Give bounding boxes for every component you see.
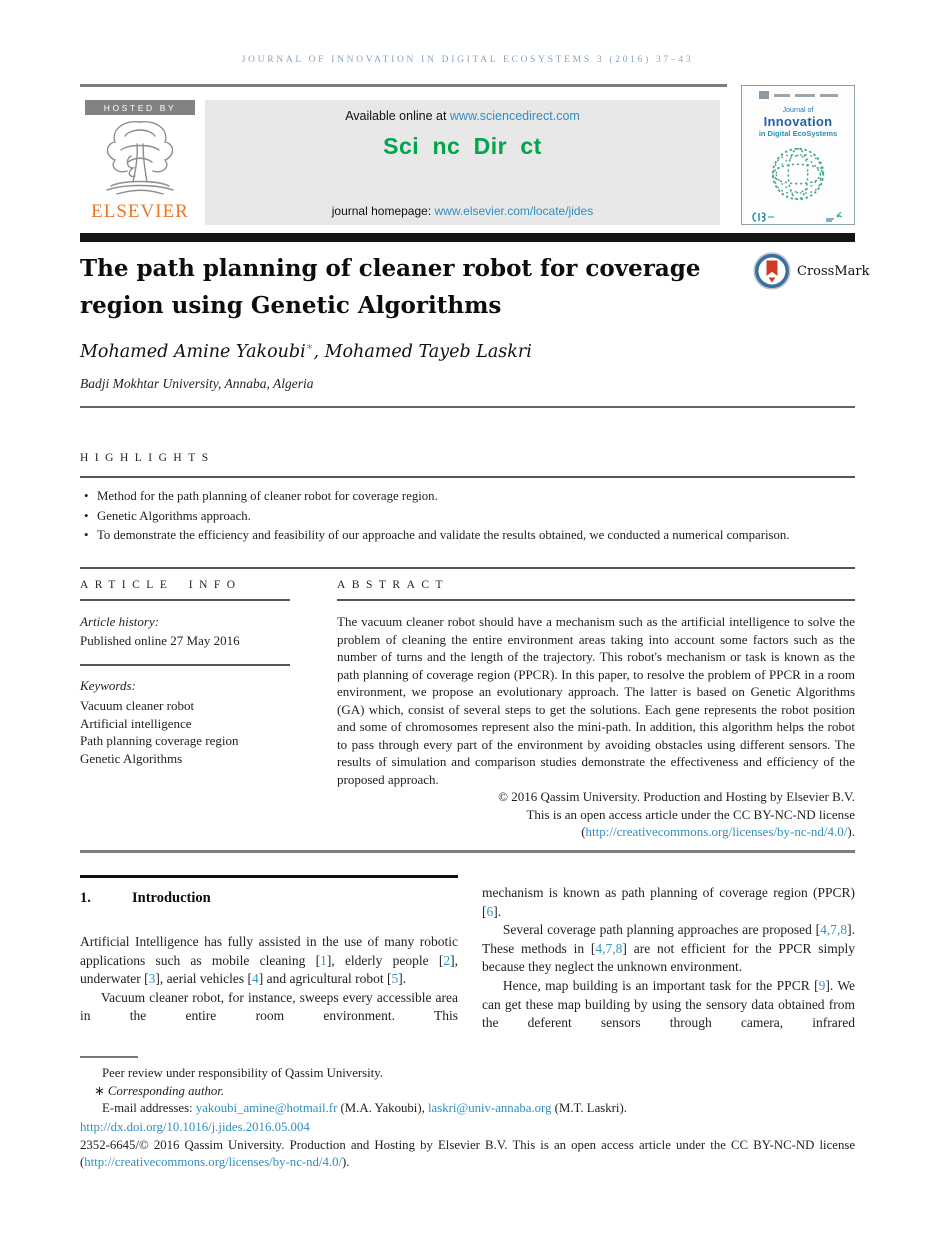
available-online-line xyxy=(205,109,720,123)
cover-left-logo xyxy=(750,211,776,223)
journal-cover-thumbnail[interactable] xyxy=(741,85,855,225)
section-heading xyxy=(80,890,458,907)
body-column-right xyxy=(482,884,855,1033)
copyright-license-line xyxy=(337,823,855,841)
inline-link[interactable]: http://creativecommons.org/licenses/by-nc-nd/4.0/ xyxy=(585,824,848,839)
keyword: Vacuum cleaner robot xyxy=(80,698,195,713)
elsevier-tree-icon xyxy=(95,116,185,205)
corresponding-author-note xyxy=(80,1083,855,1101)
text-segment: (M.A. Yakoubi), xyxy=(337,1101,428,1115)
text-segment: Dir xyxy=(473,133,508,159)
citation-link[interactable]: 6 xyxy=(486,903,494,919)
text-segment: ]. xyxy=(398,971,407,987)
keyword: Path planning coverage region xyxy=(80,733,239,748)
article-info-rule xyxy=(80,664,290,666)
inline-link[interactable]: http://creativecommons.org/licenses/by-nc-nd/4.0/ xyxy=(84,1155,343,1169)
text-segment: ). xyxy=(847,824,855,839)
article-info-section xyxy=(80,579,290,767)
text-segment: 2352-6645/© 2016 Qassim University. Production and Hosting by Elsevier B.V. This is an open access article under the CC BY-NC-ND license ( xyxy=(80,1137,855,1169)
text-segment: ∗ xyxy=(94,1083,108,1098)
text-segment: Artificial Intelligence has fully assisted in the use of many robotic applications such as mobile cleaning [ xyxy=(80,934,458,968)
body-paragraph xyxy=(482,977,855,1033)
highlights-rule-top xyxy=(80,476,855,478)
available-online-text: Available online at xyxy=(345,109,450,123)
homepage-link[interactable]: www.elsevier.com/locate/jides xyxy=(434,204,594,218)
body-paragraph xyxy=(80,933,458,989)
body-column-left xyxy=(80,875,458,1026)
highlights-list xyxy=(80,487,855,546)
crossmark-label: CrossMark xyxy=(797,263,870,279)
crossmark-badge[interactable] xyxy=(753,252,869,290)
text-segment: ], aerial vehicles [ xyxy=(155,971,253,987)
keywords-label: Keywords: xyxy=(80,678,136,693)
affiliation: Badji Mokhtar University, Annaba, Algeria xyxy=(80,376,314,391)
cover-globe-icon xyxy=(764,142,832,211)
abstract-copyright xyxy=(337,788,855,841)
crossmark-icon xyxy=(753,252,791,290)
doi-link[interactable]: http://dx.doi.org/10.1016/j.jides.2016.05.004 xyxy=(80,1120,310,1134)
citation-link[interactable]: 2 xyxy=(443,952,451,968)
copyright-line: This is an open access article under the CC BY-NC-ND license xyxy=(526,806,855,822)
highlights-rule-bottom xyxy=(80,567,855,569)
sciencedirect-link[interactable]: www.sciencedirect.com xyxy=(449,109,580,123)
text-segment: mechanism is known as path planning of coverage region (PPCR) [ xyxy=(482,885,855,919)
cover-title-line1: Journal of xyxy=(782,107,814,114)
text-segment: E-mail addresses: xyxy=(102,1101,196,1115)
text-segment: ]. xyxy=(493,903,502,919)
elsevier-wordmark: ELSEVIER xyxy=(91,201,189,222)
text-segment: ]. These methods in [ xyxy=(482,922,855,956)
citation-link[interactable]: 1 xyxy=(320,952,327,968)
article-info-rule xyxy=(80,599,290,601)
cover-footer-logos xyxy=(750,211,846,223)
citation-link[interactable]: 9 xyxy=(818,977,826,993)
inline-link[interactable]: laskri@univ-annaba.org xyxy=(427,1101,552,1115)
footer-block xyxy=(80,1119,855,1172)
journal-homepage-line xyxy=(205,204,720,218)
citation-link[interactable]: 4,7,8 xyxy=(820,922,848,938)
abstract-section xyxy=(337,579,855,841)
citation-link[interactable]: 3 xyxy=(148,971,156,987)
section-number: 1. xyxy=(80,890,91,906)
text-segment: Corresponding author. xyxy=(107,1083,225,1098)
text-segment: Several coverage path planning approaches are proposed [ xyxy=(502,922,821,938)
footnote-block xyxy=(80,1056,855,1118)
abstract-rule xyxy=(337,599,855,601)
article-info-heading: ARTICLE INFO xyxy=(80,579,242,591)
footnote-rule xyxy=(80,1056,138,1058)
issn-copyright-line xyxy=(80,1137,855,1172)
text-segment: Mohamed Amine Yakoubi xyxy=(80,341,306,362)
hosted-by-badge: HOSTED BY xyxy=(85,100,195,115)
highlights-heading: HIGHLIGHTS xyxy=(80,452,215,464)
authors-line xyxy=(80,339,532,362)
text-segment: ] and agricultural robot [ xyxy=(258,971,392,987)
article-history-label: Article history: xyxy=(80,614,160,629)
text-segment: , Mohamed Tayeb Laskri xyxy=(313,341,532,362)
text-segment: Sci xyxy=(383,133,420,159)
header-rule xyxy=(80,84,727,87)
body-paragraph xyxy=(482,884,855,921)
text-segment: ct xyxy=(520,133,542,159)
running-head: JOURNAL OF INNOVATION IN DIGITAL ECOSYSTEMS 3 (2016) 37–43 xyxy=(241,55,694,65)
sciencedirect-banner xyxy=(205,100,720,225)
text-segment: ], elderly people [ xyxy=(326,952,444,968)
cover-masthead-decoration xyxy=(759,91,838,99)
email-addresses-line xyxy=(80,1100,855,1118)
published-online-date: Published online 27 May 2016 xyxy=(80,633,240,648)
homepage-label: journal homepage: xyxy=(331,204,435,218)
citation-link[interactable]: 4,7,8 xyxy=(595,940,623,956)
text-segment: ( xyxy=(581,824,586,839)
divider-rule xyxy=(80,406,855,408)
text-segment: ∗ xyxy=(305,339,314,353)
body-paragraph xyxy=(482,921,855,977)
peer-review-note: Peer review under responsibility of Qassim University. xyxy=(102,1066,384,1080)
sciencedirect-logo[interactable] xyxy=(205,133,720,160)
abstract-bottom-rule xyxy=(80,850,855,853)
text-segment: ], underwater [ xyxy=(80,952,458,987)
body-paragraph: Vacuum cleaner robot, for instance, sweeps every accessible area in the entire room environment. This xyxy=(80,989,458,1024)
abstract-heading: ABSTRACT xyxy=(337,579,450,591)
text-segment: nc xyxy=(432,133,461,159)
text-segment: (M.T. Laskri). xyxy=(551,1101,627,1115)
highlight-item: • Genetic Algorithms approach. xyxy=(80,507,855,527)
highlight-item: • Method for the path planning of cleaner robot for coverage region. xyxy=(80,487,855,507)
citation-link[interactable]: 5 xyxy=(391,971,399,987)
section-title: Introduction xyxy=(132,890,211,906)
cover-right-logo xyxy=(824,211,846,223)
article-title: The path planning of cleaner robot for coverage region using Genetic Algorithms xyxy=(80,255,701,319)
inline-link[interactable]: yakoubi_amine@hotmail.fr xyxy=(195,1101,338,1115)
text-segment: ] are not efficient for the PPCR simply because they neglect the unknown environment. xyxy=(482,940,856,975)
keyword: Genetic Algorithms xyxy=(80,750,183,766)
section-rule xyxy=(80,875,458,878)
text-segment: ). xyxy=(342,1155,350,1169)
cover-title-line2: Innovation xyxy=(763,114,833,129)
citation-link[interactable]: 4 xyxy=(252,971,259,987)
abstract-text: The vacuum cleaner robot should have a mechanism such as the artificial intelligence to solve the problem of cleaning the entire environment areas taking into account some factors such as the number of turns and the length of the trajectory. This robot's mechanism or task is known as the path planning of coverage region (PPCR). In this paper, to resolve the problem of PPCR in a room environment, we propose an evolutionary approach. The latter is based on Genetic Algorithms (GA) which, consist of several steps to get the solutions. Each gene represents the robot position and some of chromosomes represent also the mini-path. In addition, this algorithm helps the robot to pass through every part of the environment by avoiding obstacles using different sensors. The results of simulation and comparison studies demonstrate the effectiveness and efficiency of the proposed approach. xyxy=(337,614,855,787)
copyright-line: © 2016 Qassim University. Production and Hosting by Elsevier B.V. xyxy=(498,789,855,804)
title-separator-bar xyxy=(80,233,855,242)
cover-title-line3: in Digital EcoSystems xyxy=(758,129,838,138)
text-segment: Hence, map building is an important task for the PPCR [ xyxy=(502,977,819,993)
keyword: Artificial intelligence xyxy=(80,715,192,731)
highlight-item: • To demonstrate the efficiency and feasibility of our approache and validate the results obtained, we conducted a numerical comparison. xyxy=(80,526,855,546)
text-segment: ]. We can get these map building by using the sensory data obtained from the deferent sensors through camera, infrared xyxy=(482,977,855,1031)
